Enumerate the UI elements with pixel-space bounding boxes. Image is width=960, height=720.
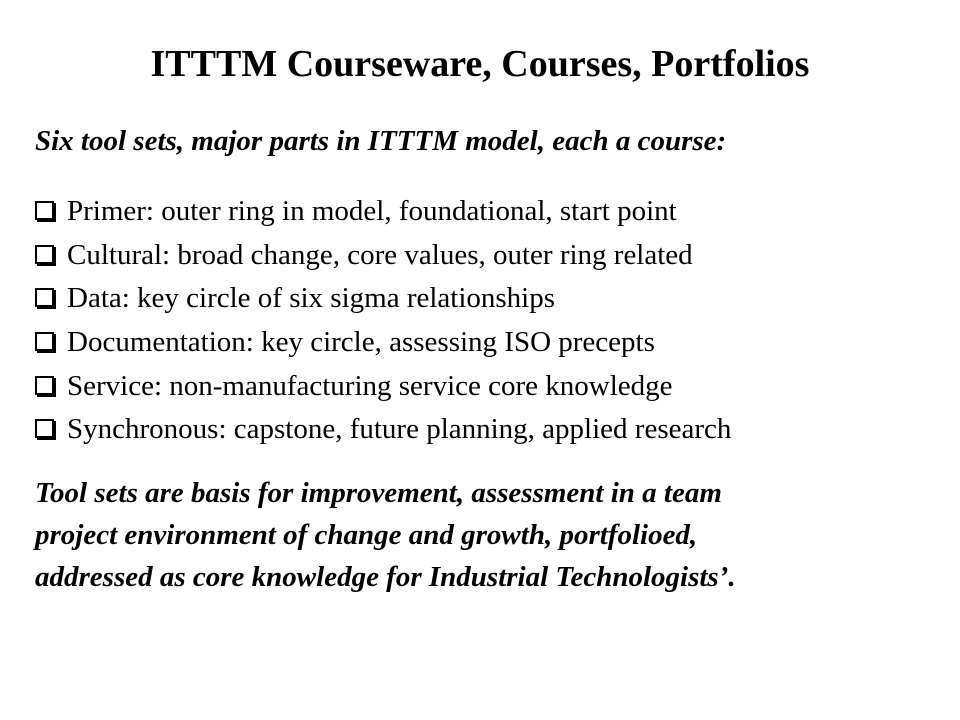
list-item [35, 321, 731, 365]
list-item-text: Service: non-manufacturing service core knowledge [67, 369, 673, 402]
list-item-text: Cultural: broad change, core values, outer ring related [67, 238, 693, 271]
checkbox-square-icon [35, 376, 54, 395]
slide-title: ITTTM Courseware, Courses, Portfolios [150, 43, 810, 85]
conclusion-line: addressed as core knowledge for Industrial Technologists’. [35, 561, 736, 593]
conclusion-text [35, 472, 935, 598]
list-item-text: Primer: outer ring in model, foundational, start point [67, 195, 677, 228]
list-item [35, 277, 731, 321]
list-item-text: Documentation: key circle, assessing ISO precepts [67, 326, 655, 359]
conclusion-line: Tool sets are basis for improvement, assessment in a team [35, 477, 722, 509]
list-item [35, 190, 731, 234]
list-item-text: Data: key circle of six sigma relationships [67, 282, 556, 315]
checkbox-square-icon [35, 332, 54, 351]
checkbox-square-icon [35, 245, 54, 264]
tool-set-list [35, 190, 731, 452]
checkbox-square-icon [35, 201, 54, 220]
intro-text: Six tool sets, major parts in ITTTM model, each a course: [35, 125, 727, 157]
list-item [35, 234, 731, 278]
checkbox-square-icon [35, 419, 54, 438]
conclusion-line: project environment of change and growth, portfolioed, [35, 519, 698, 551]
checkbox-square-icon [35, 288, 54, 307]
list-item [35, 408, 731, 452]
list-item [35, 364, 731, 408]
list-item-text: Synchronous: capstone, future planning, applied research [67, 413, 732, 446]
